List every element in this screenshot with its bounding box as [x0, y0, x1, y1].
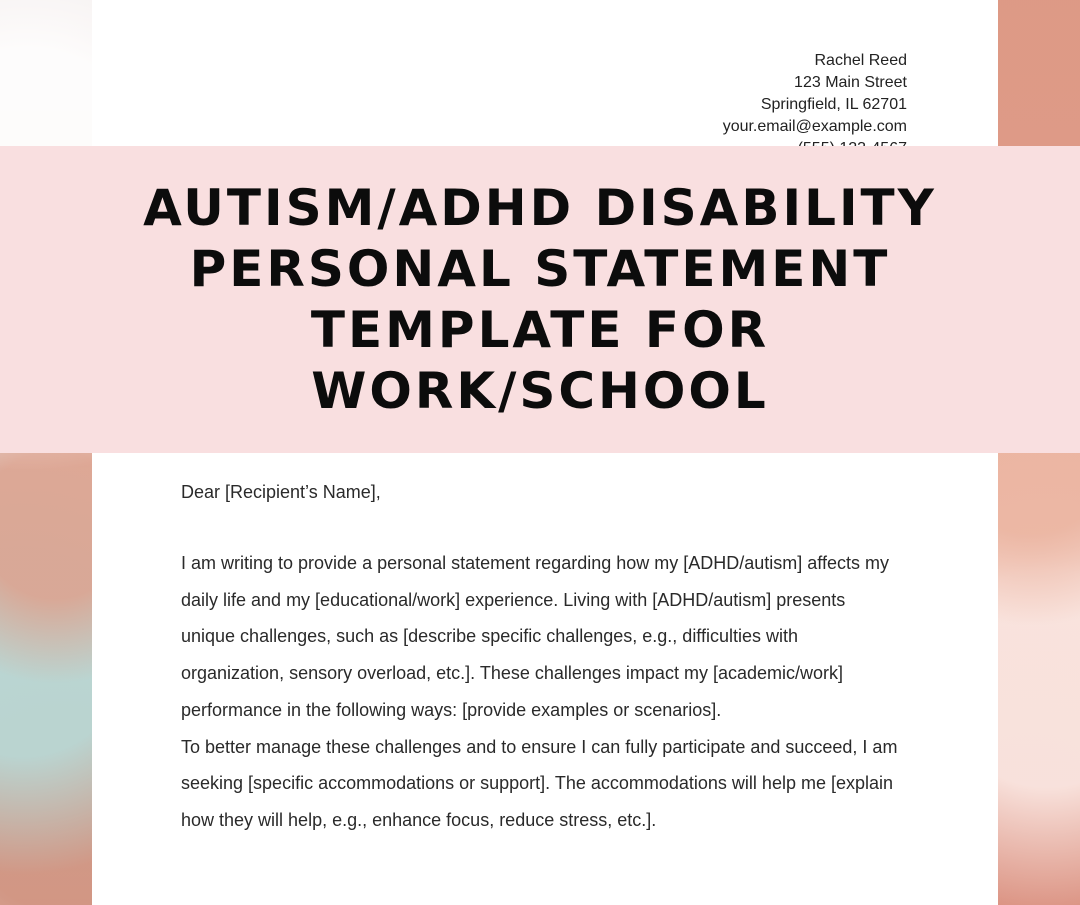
banner-line-1: AUTISM/ADHD DISABILITY	[143, 178, 937, 237]
banner-line-4: WORK/SCHOOL	[311, 361, 769, 420]
banner-line-3: TEMPLATE FOR	[310, 300, 770, 359]
salutation: Dear [Recipient’s Name],	[181, 482, 381, 502]
sender-city: Springfield, IL 62701	[760, 96, 907, 113]
paragraph-2: To better manage these challenges and to ensure I can fully participate and succeed, I am seeking [specific accommodations or support]. The accommodations will help me [explain how they will help, e.g., enhance focus, reduce stress, etc.].	[181, 736, 898, 830]
banner-title	[143, 178, 937, 422]
title-banner	[0, 146, 1080, 453]
paragraph-1: I am writing to provide a personal statement regarding how my [ADHD/autism] affects my daily life and my [educational/work] experience. Living with [ADHD/autism] presents unique challenges, such as [describe specific challenges, e.g., difficulties with organization, sensory overload, etc.]. These challenges impact my [academic/work] performance in the following ways: [provide examples or scenarios].	[181, 553, 889, 720]
sender-street: 123 Main Street	[794, 74, 907, 91]
banner-line-2: PERSONAL STATEMENT	[189, 239, 891, 298]
sender-address	[723, 50, 907, 160]
letter-body	[181, 477, 901, 839]
sender-email: your.email@example.com	[722, 118, 907, 135]
sender-name: Rachel Reed	[814, 52, 907, 69]
letter-paragraphs	[181, 545, 901, 839]
